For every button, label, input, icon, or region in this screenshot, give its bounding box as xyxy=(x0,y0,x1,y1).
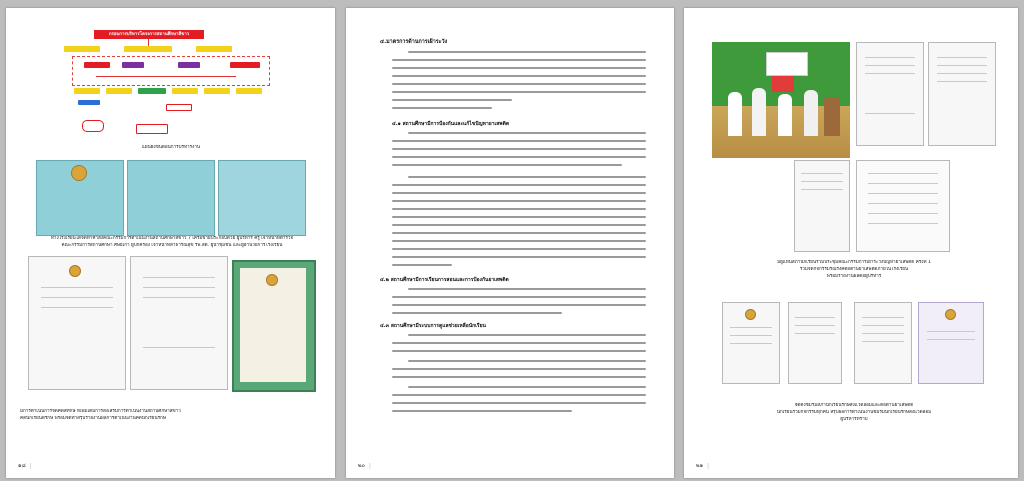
page-footer xyxy=(696,462,713,470)
students-photo xyxy=(712,42,850,158)
document-scan-3 xyxy=(794,160,850,252)
report-scan-2 xyxy=(130,256,228,390)
section-heading-4-1: ๔.๑ สถานศึกษามีการป้องกันและแก้ไขปัญหายาเสพติด xyxy=(392,121,510,127)
bottom-caption-line-2: นักเรียนร่วมกิจกรรมทุกคน สรุปผลการดำเนินงานชมรมนักเรียนรักษ์สิ่งแวดล้อม xyxy=(776,410,932,415)
order-document-scan-1 xyxy=(36,160,124,236)
section-heading-4: ๔.มาตรการด้านการเฝ้าระวัง xyxy=(380,39,448,45)
page-number: ๒๑ xyxy=(696,463,704,469)
bottom-scan-4 xyxy=(918,302,984,384)
middle-caption-line-3: พร้อมรายงานผลต่อผู้บริหาร xyxy=(826,274,882,279)
order-document-scan-3 xyxy=(218,160,306,236)
document-page-1 xyxy=(6,8,335,478)
order-document-scan-2 xyxy=(127,160,215,236)
footer-separator: | xyxy=(368,463,371,469)
page-number: ๑๘ xyxy=(18,463,26,469)
bottom-scan-3 xyxy=(854,302,912,384)
bottom-caption-line-2: คดีนักเรียนดีรักษ์ พร้อมจัดทำสรุปรายงานผลการดำเนินงานคดีนักเรียนรักษ์ xyxy=(20,416,166,421)
certificate-cover xyxy=(232,260,316,392)
bottom-caption-line-3: ผู้บริหารทราบ xyxy=(840,417,868,422)
section-heading-4-3: ๔.๓ สถานศึกษามีระบบการดูแลช่วยเหลือนักเรียน xyxy=(380,323,486,329)
bottom-scan-1 xyxy=(722,302,780,384)
page-footer xyxy=(18,462,36,470)
document-scan-1 xyxy=(856,42,924,146)
bottom-caption-line-1: จัดตั้งชมรมสภานักเรียนรักษ์สิ่งแวดล้อมและต่อต้านยาเสพติด xyxy=(794,403,914,408)
middle-caption-line-2: ร่วมจัดกิจกรรมรณรงค์ต่อต้านยาเสพติดภายในโรงเรียน xyxy=(799,267,909,272)
scans-caption-line-1: ทางโรงเรียนได้จัดทำคำสั่งคณะกรรมการดำเนินงานสถานศึกษาสีขาว 7 เครือข่ายประกอบด้วย ผู้บริหาร ครู เจ้าหน้าที่ตำรวจ xyxy=(50,236,294,241)
footer-separator: | xyxy=(707,463,709,469)
bottom-caption-line-1: มีการดำเนินการจัดคิดสิทักษ์ ที่เพิ่มเติมการส่งเสริมการดำเนินงานสถานศึกษาสีขาว xyxy=(20,409,181,414)
report-scan-1 xyxy=(28,256,126,390)
section-heading-4-2: ๔.๒ สถานศึกษามีการเรียนการสอนและการป้องกันยาเสพติด xyxy=(380,277,509,283)
document-page-3 xyxy=(684,8,1018,478)
org-chart-caption: แผนผังขั้นตอนการบริหารงาน xyxy=(141,145,201,150)
org-chart-title: กรอบการบริหารโครงการสถานศึกษาสีขาว xyxy=(94,30,204,39)
page-footer xyxy=(358,462,375,470)
page-number: ๒๐ xyxy=(358,463,365,469)
document-scan-2 xyxy=(928,42,996,146)
bottom-scan-2 xyxy=(788,302,842,384)
scans-caption-line-2: คณะกรรมการสถานศึกษา ศิษย์เก่า ผู้ปกครอง เจ้าหน้าที่สาธารณสุข รพ.สต. ผู้นำชุมชน และผู้อำนวยการโรงเรียน xyxy=(61,243,283,248)
document-page-2 xyxy=(346,8,674,478)
footer-separator: | xyxy=(29,463,32,469)
middle-caption-line-1: มีผู้แทนสภานักเรียนร่วมประชุมคณะกรรมการเฝ้าระวังปัญหายาเสพติด ครั้งที่ 1 xyxy=(777,260,931,265)
table-scan xyxy=(856,160,950,252)
